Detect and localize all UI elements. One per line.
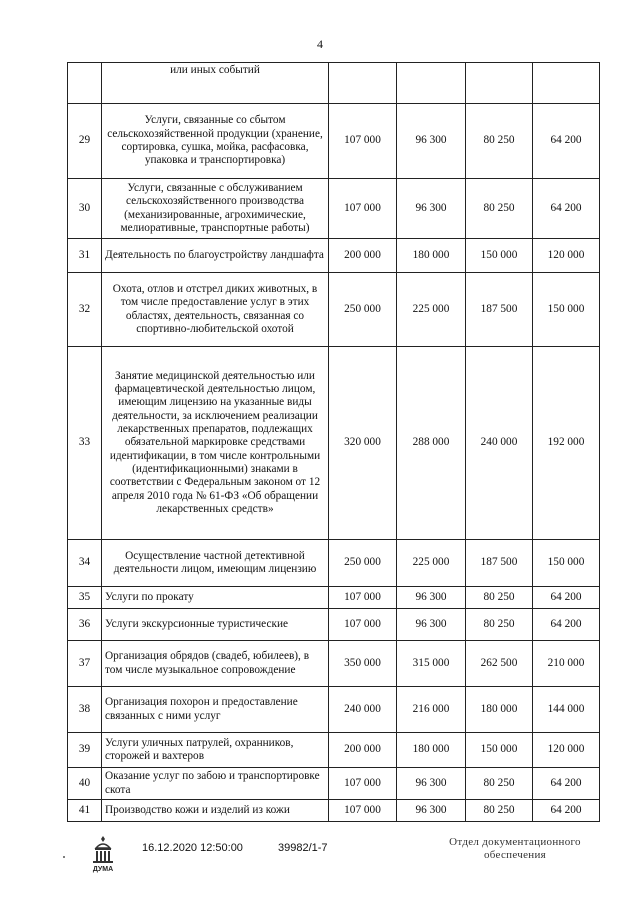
timestamp: 16.12.2020 12:50:00 <box>142 842 243 854</box>
row-description: или иных событий <box>102 63 329 104</box>
value-col-4: 120 000 <box>533 733 600 768</box>
row-description: Услуги по прокату <box>102 587 329 609</box>
page-footer <box>0 828 640 888</box>
table-row <box>68 104 600 179</box>
value-col-2: 216 000 <box>397 687 466 733</box>
value-col-2: 288 000 <box>397 347 466 540</box>
table-row <box>68 609 600 641</box>
value-col-4: 64 200 <box>533 587 600 609</box>
row-description: Занятие медицинской деятельностью или фармацевтической деятельностью лицом, имеющим лицензию на указанные виды деятельности, за исключением реализации лекарственных препаратов, подлежащих обязательной маркировке средствами идентификации, в том числе контрольными (идентификационными) знаками в соответствии с Федеральным законом от 12 апреля 2010 года № 61-ФЗ «Об обращении лекарственных средств» <box>102 347 329 540</box>
table-row <box>68 179 600 239</box>
value-col-4: 64 200 <box>533 768 600 800</box>
row-description: Услуги, связанные с обслуживанием сельскохозяйственного производства (механизированные, агрохимические, мелиоративные, транспортные работы) <box>102 179 329 239</box>
value-col-3: 180 000 <box>466 687 533 733</box>
value-col-3 <box>466 63 533 104</box>
row-number: 40 <box>68 768 102 800</box>
value-col-2: 96 300 <box>397 587 466 609</box>
value-col-1: 107 000 <box>329 179 397 239</box>
value-col-3: 262 500 <box>466 641 533 687</box>
value-col-3: 80 250 <box>466 768 533 800</box>
value-col-1: 350 000 <box>329 641 397 687</box>
row-number: 36 <box>68 609 102 641</box>
value-col-2: 96 300 <box>397 179 466 239</box>
value-col-2: 180 000 <box>397 733 466 768</box>
value-col-4: 64 200 <box>533 179 600 239</box>
value-col-1: 107 000 <box>329 587 397 609</box>
table-row <box>68 273 600 347</box>
value-col-3: 80 250 <box>466 104 533 179</box>
registration-number: 39982/1-7 <box>278 842 328 854</box>
row-description: Организация обрядов (свадеб, юбилеев), в том числе музыкальное сопровождение <box>102 641 329 687</box>
value-col-3: 80 250 <box>466 800 533 822</box>
value-col-2: 96 300 <box>397 104 466 179</box>
value-col-4: 210 000 <box>533 641 600 687</box>
value-col-1: 107 000 <box>329 800 397 822</box>
value-col-3: 150 000 <box>466 733 533 768</box>
value-col-2: 96 300 <box>397 609 466 641</box>
scan-speck <box>63 856 65 858</box>
row-number: 35 <box>68 587 102 609</box>
value-col-4: 144 000 <box>533 687 600 733</box>
department-line-1: Отдел документационного <box>449 836 581 848</box>
value-col-1: 107 000 <box>329 104 397 179</box>
row-number: 39 <box>68 733 102 768</box>
value-col-2: 96 300 <box>397 768 466 800</box>
value-col-2 <box>397 63 466 104</box>
page-number: 4 <box>317 37 323 51</box>
value-col-3: 187 500 <box>466 273 533 347</box>
row-number <box>68 63 102 104</box>
value-col-3: 80 250 <box>466 179 533 239</box>
value-col-4: 192 000 <box>533 347 600 540</box>
value-col-2: 180 000 <box>397 239 466 273</box>
row-description: Охота, отлов и отстрел диких животных, в том числе предоставление услуг в этих областях, деятельность, связанная со спортивно-любительской охотой <box>102 273 329 347</box>
row-number: 31 <box>68 239 102 273</box>
table-row <box>68 540 600 587</box>
row-description: Оказание услуг по забою и транспортировке скота <box>102 768 329 800</box>
value-col-1: 107 000 <box>329 609 397 641</box>
row-number: 30 <box>68 179 102 239</box>
row-number: 37 <box>68 641 102 687</box>
row-description: Производство кожи и изделий из кожи <box>102 800 329 822</box>
value-col-4: 64 200 <box>533 609 600 641</box>
value-col-3: 80 250 <box>466 587 533 609</box>
value-col-4: 120 000 <box>533 239 600 273</box>
table-row <box>68 687 600 733</box>
logo-text: ДУМА <box>92 866 114 873</box>
value-col-4: 150 000 <box>533 273 600 347</box>
value-col-3: 80 250 <box>466 609 533 641</box>
tariff-table <box>67 62 600 822</box>
value-col-1: 250 000 <box>329 273 397 347</box>
value-col-1: 107 000 <box>329 768 397 800</box>
row-description: Осуществление частной детективной деятельности лицом, имеющим лицензию <box>102 540 329 587</box>
value-col-1: 240 000 <box>329 687 397 733</box>
value-col-1: 200 000 <box>329 733 397 768</box>
value-col-4 <box>533 63 600 104</box>
value-col-3: 187 500 <box>466 540 533 587</box>
value-col-4: 64 200 <box>533 104 600 179</box>
table-row <box>68 800 600 822</box>
table-row <box>68 641 600 687</box>
value-col-1: 320 000 <box>329 347 397 540</box>
value-col-1 <box>329 63 397 104</box>
row-description: Услуги экскурсионные туристические <box>102 609 329 641</box>
value-col-1: 250 000 <box>329 540 397 587</box>
value-col-2: 225 000 <box>397 540 466 587</box>
row-number: 29 <box>68 104 102 179</box>
duma-logo-icon <box>88 834 118 874</box>
value-col-2: 225 000 <box>397 273 466 347</box>
value-col-2: 96 300 <box>397 800 466 822</box>
table-row <box>68 768 600 800</box>
row-description: Деятельность по благоустройству ландшафта <box>102 239 329 273</box>
row-number: 32 <box>68 273 102 347</box>
value-col-1: 200 000 <box>329 239 397 273</box>
row-description: Услуги, связанные со сбытом сельскохозяйственной продукции (хранение, сортировка, сушка, мойка, расфасовка, упаковка и транспортировка) <box>102 104 329 179</box>
value-col-4: 150 000 <box>533 540 600 587</box>
table-row <box>68 63 600 104</box>
value-col-3: 240 000 <box>466 347 533 540</box>
value-col-3: 150 000 <box>466 239 533 273</box>
row-description: Услуги уличных патрулей, охранников, сторожей и вахтеров <box>102 733 329 768</box>
row-number: 41 <box>68 800 102 822</box>
value-col-2: 315 000 <box>397 641 466 687</box>
department-stamp <box>440 836 590 862</box>
row-description: Организация похорон и предоставление связанных с ними услуг <box>102 687 329 733</box>
table-row <box>68 347 600 540</box>
department-line-2: обеспечения <box>483 849 547 861</box>
row-number: 38 <box>68 687 102 733</box>
value-col-4: 64 200 <box>533 800 600 822</box>
row-number: 33 <box>68 347 102 540</box>
table-row <box>68 239 600 273</box>
table-row <box>68 587 600 609</box>
row-number: 34 <box>68 540 102 587</box>
table-row <box>68 733 600 768</box>
